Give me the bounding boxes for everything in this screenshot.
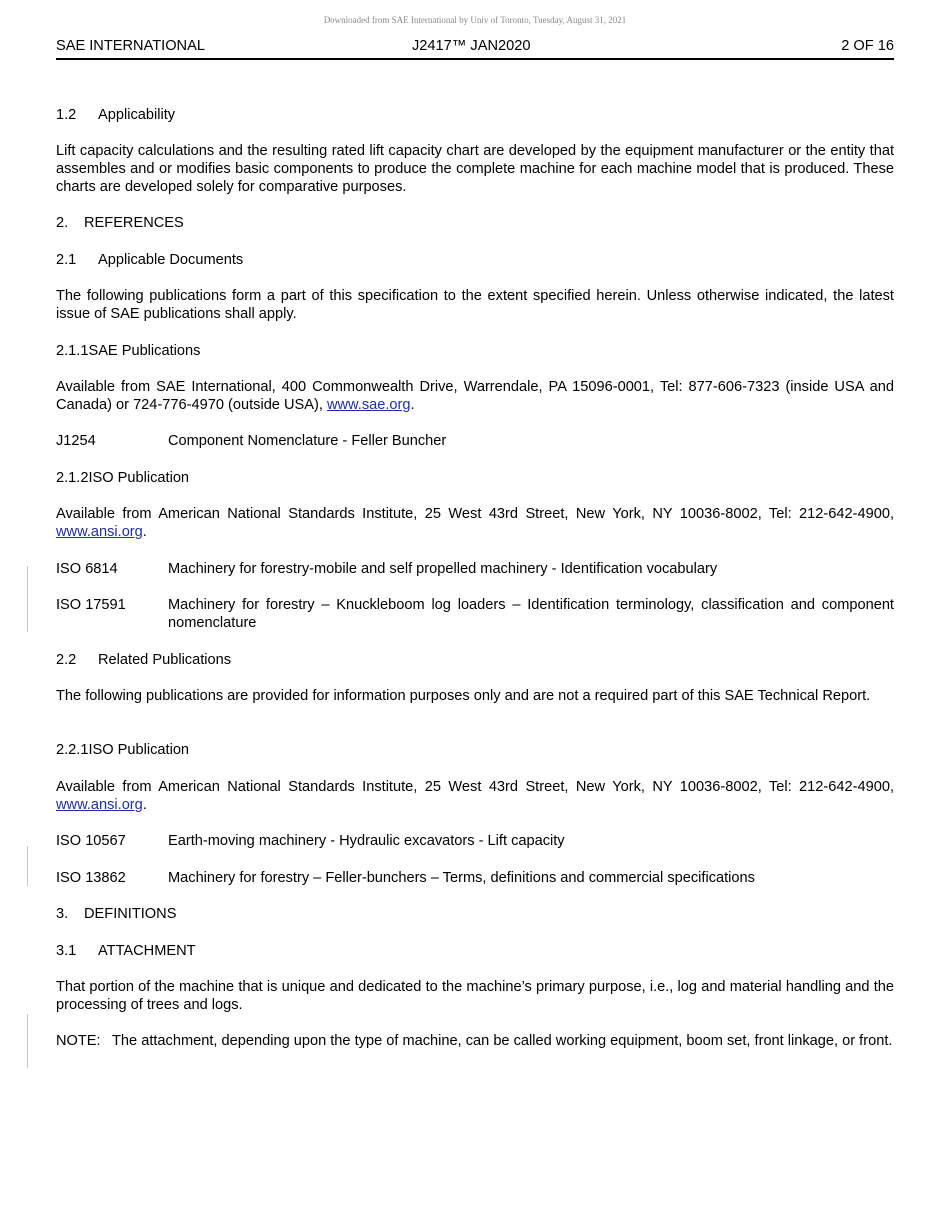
ansi-website-link[interactable]: www.ansi.org [56,524,143,540]
section-heading-2-1-1: 2.1.1SAE Publications [56,343,201,359]
section-heading-2-1 [56,251,894,269]
section-number: 3.1 [56,943,77,959]
section-heading-2-1-2: 2.1.2ISO Publication [56,470,190,486]
section-title: Applicability [98,107,176,123]
applicable-documents-paragraph: The following publications form a part of this specification to the extent specified herein. Unless otherwise indicated, the latest issue of SAE publications shall apply. [56,288,894,322]
section-number: 3. [56,906,69,922]
period: . [410,397,415,413]
section-heading-3 [56,905,894,923]
sae-availability-paragraph [56,378,894,414]
ansi-availability-paragraph-1 [56,505,894,541]
reference-title-iso10567: Earth-moving machinery - Hydraulic excavators - Lift capacity [168,833,565,849]
related-publications-paragraph: The following publications are provided for information purposes only and are not a required part of this SAE Technical Report. [56,688,871,704]
availability-text: Available from American National Standards Institute, 25 West 43rd Street, New York, NY 10036-8002, Tel: 212-642-4900, [56,506,894,522]
section-heading-2 [56,214,894,232]
section-title: ATTACHMENT [98,943,196,959]
availability-text: Available from American National Standards Institute, 25 West 43rd Street, New York, NY 10036-8002, Tel: 212-642-4900, [56,779,894,795]
section-title: REFERENCES [84,215,184,231]
download-watermark: Downloaded from SAE International by Univ of Toronto, Tuesday, August 31, 2021 [323,15,627,25]
applicability-paragraph: Lift capacity calculations and the resulting rated lift capacity chart are developed by the equipment manufacturer or the entity that assembles and or modifies basic components to produce the complete machine for each machine model that is produced. These charts are developed solely for comparative purposes. [56,143,894,195]
period: . [142,797,147,813]
ansi-availability-paragraph-2 [56,778,894,814]
section-title: DEFINITIONS [84,906,177,922]
reference-code-iso17591: ISO 17591 [56,597,126,613]
section-heading-2-2 [56,651,894,669]
section-number: 2.1 [56,252,77,268]
section-heading-1-2 [56,106,894,124]
change-bar [27,1014,28,1068]
reference-title-j1254: Component Nomenclature - Feller Buncher [168,433,447,449]
header-publisher: SAE INTERNATIONAL [56,38,205,54]
reference-code-iso6814: ISO 6814 [56,561,118,577]
reference-title-iso13862: Machinery for forestry – Feller-bunchers – Terms, definitions and commercial specifications [168,870,755,886]
section-heading-2-2-1: 2.2.1ISO Publication [56,742,190,758]
section-number: 1.2 [56,107,77,123]
availability-text: Available from SAE International, 400 Commonwealth Drive, Warrendale, PA 15096-0001, Tel: 877-606-7323 (inside USA and Canada) or 724-776-4970 (outside USA), [56,379,894,413]
ansi-website-link[interactable]: www.ansi.org [56,797,143,813]
header-document-id: J2417™ JAN2020 [412,38,531,54]
section-heading-3-1 [56,942,894,960]
change-bar [27,846,28,886]
reference-code-iso13862: ISO 13862 [56,870,126,886]
reference-title-iso17591: Machinery for forestry – Knuckleboom log loaders – Identification terminology, classification and component nomenclature [168,597,894,631]
change-bar [27,566,28,632]
reference-code-iso10567: ISO 10567 [56,833,126,849]
header-page-number: 2 OF 16 [841,38,894,54]
note-text: The attachment, depending upon the type of machine, can be called working equipment, boom set, front linkage, or front. [112,1033,893,1049]
section-number: 2. [56,215,69,231]
page-header [56,38,894,60]
section-title: Related Publications [98,652,232,668]
attachment-definition-paragraph: That portion of the machine that is unique and dedicated to the machine’s primary purpose, i.e., log and material handling and the processing of trees and logs. [56,979,894,1013]
sae-website-link[interactable]: www.sae.org [326,397,411,413]
note-label: NOTE: [56,1033,101,1049]
period: . [142,524,147,540]
section-title: Applicable Documents [98,252,244,268]
section-number: 2.2 [56,652,77,668]
reference-code-j1254: J1254 [56,433,96,449]
reference-title-iso6814: Machinery for forestry-mobile and self propelled machinery - Identification vocabulary [168,561,718,577]
